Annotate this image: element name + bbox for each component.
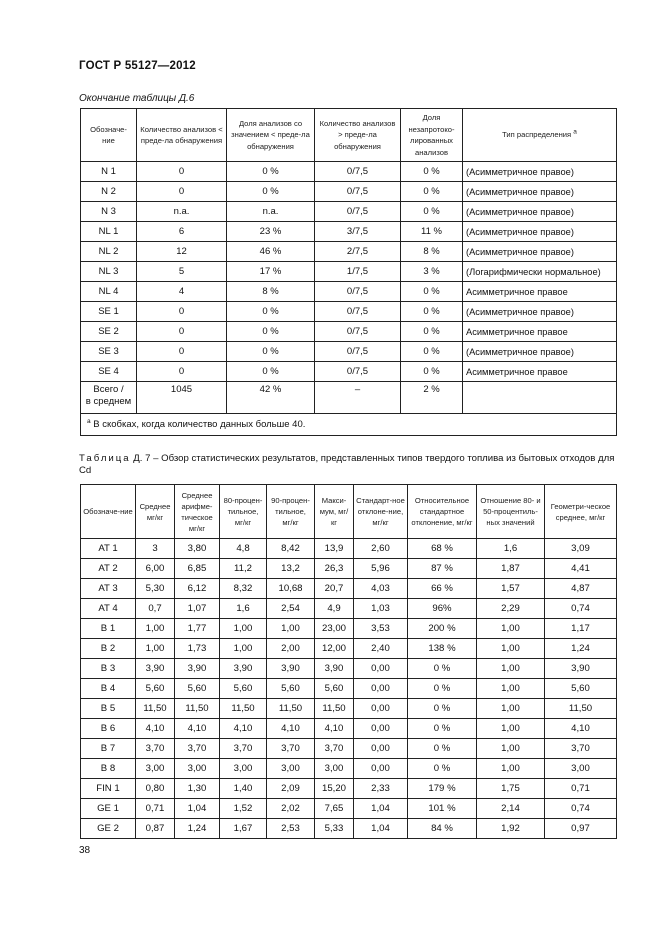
table-cell: 96% xyxy=(408,599,477,619)
table-cell: 0 % xyxy=(401,342,463,362)
table-row xyxy=(81,182,617,202)
header-text: Количество анализов > преде-ла обнаружения xyxy=(319,118,396,151)
table-cell: 0 % xyxy=(227,182,315,202)
table-row xyxy=(81,799,617,819)
table-cell: 0,00 xyxy=(354,759,408,779)
table-cell: 2,29 xyxy=(477,599,545,619)
table-cell: 1,00 xyxy=(477,699,545,719)
table-cell: 0/7,5 xyxy=(315,302,401,322)
table-cell: NL 1 xyxy=(81,222,137,242)
table-cell: 4,10 xyxy=(545,719,617,739)
table-cell: 11 % xyxy=(401,222,463,242)
total-label-line2: в среднем xyxy=(85,395,132,407)
table-cell: AT 2 xyxy=(81,559,136,579)
table-cell: 1,04 xyxy=(175,799,220,819)
table-cell: 0,00 xyxy=(354,679,408,699)
table-cell: (Асимметричное правое) xyxy=(463,342,617,362)
table-row xyxy=(81,719,617,739)
table-cell: 4,10 xyxy=(175,719,220,739)
table-cell: 2,54 xyxy=(267,599,315,619)
table-cell: 5,60 xyxy=(136,679,175,699)
table2-caption-label: Таблица xyxy=(79,453,131,464)
table-cell: 0/7,5 xyxy=(315,282,401,302)
table-cell: 6,85 xyxy=(175,559,220,579)
table2-body xyxy=(81,539,617,839)
table-cell: Асимметричное правое xyxy=(463,322,617,342)
table-cell: 3,70 xyxy=(175,739,220,759)
table-cell: 68 % xyxy=(408,539,477,559)
table-cell: 5,60 xyxy=(220,679,267,699)
table-cell: 3,80 xyxy=(175,539,220,559)
table-cell: AT 1 xyxy=(81,539,136,559)
table2-col-header: Среднее мг/кг xyxy=(136,485,175,539)
table-cell: 3,70 xyxy=(220,739,267,759)
table-cell: 5,60 xyxy=(175,679,220,699)
table-cell: 0 xyxy=(137,322,227,342)
table-cell: 0 % xyxy=(401,162,463,182)
table-row xyxy=(81,342,617,362)
table-cell: 0,74 xyxy=(545,799,617,819)
table-cell: (Асимметричное правое) xyxy=(463,202,617,222)
table-cell: 0 % xyxy=(408,659,477,679)
table-cell: 23,00 xyxy=(315,619,354,639)
table-cell: 15,20 xyxy=(315,779,354,799)
table-cell: 1/7,5 xyxy=(315,262,401,282)
table-cell: 2,33 xyxy=(354,779,408,799)
table-cell: 1,00 xyxy=(136,639,175,659)
table-cell: FIN 1 xyxy=(81,779,136,799)
table-cell: 1,17 xyxy=(545,619,617,639)
table-cell: 0,80 xyxy=(136,779,175,799)
table-cell: 179 % xyxy=(408,779,477,799)
table-cell: B 3 xyxy=(81,659,136,679)
table-cell: n.a. xyxy=(137,202,227,222)
table-cell: 4,10 xyxy=(267,719,315,739)
table-cell: 2,40 xyxy=(354,639,408,659)
table-cell: 0/7,5 xyxy=(315,362,401,382)
table-cell: NL 3 xyxy=(81,262,137,282)
table-cell: (Асимметричное правое) xyxy=(463,182,617,202)
table-cell: 4,87 xyxy=(545,579,617,599)
table-cell: 2,09 xyxy=(267,779,315,799)
table-cell: 5,60 xyxy=(267,679,315,699)
table-d6-end xyxy=(80,108,617,436)
footnote-mark: a xyxy=(87,417,91,425)
table-cell: 1,87 xyxy=(477,559,545,579)
table-cell: 0 % xyxy=(227,342,315,362)
table-cell: 1,00 xyxy=(220,639,267,659)
table2-col-header: Обозначе-ние xyxy=(81,485,136,539)
table-row xyxy=(81,282,617,302)
table-cell: 1,75 xyxy=(477,779,545,799)
table-cell: 0,87 xyxy=(136,819,175,839)
table-cell: 0,7 xyxy=(136,599,175,619)
table-cell: B 4 xyxy=(81,679,136,699)
table-cell: NL 2 xyxy=(81,242,137,262)
table-cell: GE 1 xyxy=(81,799,136,819)
table-cell: 13,2 xyxy=(267,559,315,579)
header-text: Доля анализов со значением < преде-ла обнаружения xyxy=(231,118,310,151)
table-cell: (Логарифмически нормальное) xyxy=(463,262,617,282)
table-cell: 2,00 xyxy=(267,639,315,659)
table-cell: 8 % xyxy=(401,242,463,262)
table-cell: 12 xyxy=(137,242,227,262)
table2-col-header: 90-процен-тильное, мг/кг xyxy=(267,485,315,539)
table-cell: 1,52 xyxy=(220,799,267,819)
table-cell: 13,9 xyxy=(315,539,354,559)
table-cell: 1,00 xyxy=(477,759,545,779)
table-cell: 3,70 xyxy=(267,739,315,759)
table1-col-count-below xyxy=(137,109,227,162)
table-cell: 0 xyxy=(137,342,227,362)
footnote-text: В скобках, когда количество данных больше 40. xyxy=(90,419,306,430)
table-cell: 0 xyxy=(137,302,227,322)
table-cell: 0 xyxy=(137,362,227,382)
table1-footnote xyxy=(81,414,617,436)
table-cell: N 2 xyxy=(81,182,137,202)
table-cell: 8,42 xyxy=(267,539,315,559)
table-cell: 1,57 xyxy=(477,579,545,599)
table-cell: 5 xyxy=(137,262,227,282)
table-row xyxy=(81,639,617,659)
table1-caption: Окончание таблицы Д.6 xyxy=(79,93,195,104)
table2-header-row xyxy=(81,485,617,539)
table-row xyxy=(81,362,617,382)
table-cell: 1,04 xyxy=(354,819,408,839)
table2-col-header: Макси-мум, мг/кг xyxy=(315,485,354,539)
table-row xyxy=(81,202,617,222)
table-cell: SE 3 xyxy=(81,342,137,362)
table-cell: 12,00 xyxy=(315,639,354,659)
header-text: Тип распределения xyxy=(502,130,572,140)
table-cell: 3 % xyxy=(401,262,463,282)
table-cell: B 8 xyxy=(81,759,136,779)
table-cell: 2,02 xyxy=(267,799,315,819)
table-cell: Асимметричное правое xyxy=(463,362,617,382)
table-row xyxy=(81,559,617,579)
header-text: Доля незапротоко-лированных анализов xyxy=(408,113,455,157)
table-cell: 0 % xyxy=(227,362,315,382)
table-cell: 0/7,5 xyxy=(315,182,401,202)
table-cell: 4,10 xyxy=(136,719,175,739)
table-cell: 0 % xyxy=(401,302,463,322)
table2-caption xyxy=(79,453,619,477)
table-cell: 3,00 xyxy=(267,759,315,779)
table-cell: 138 % xyxy=(408,639,477,659)
table-row xyxy=(81,759,617,779)
table-cell: 3 xyxy=(136,539,175,559)
table-row xyxy=(81,322,617,342)
table-cell: 6 xyxy=(137,222,227,242)
table-cell: 3,00 xyxy=(136,759,175,779)
table-cell: 8,32 xyxy=(220,579,267,599)
table-cell: 1,73 xyxy=(175,639,220,659)
table-cell: 0 % xyxy=(408,679,477,699)
table-cell: 2/7,5 xyxy=(315,242,401,262)
table-cell: 11,50 xyxy=(175,699,220,719)
table-cell: 0/7,5 xyxy=(315,162,401,182)
table-row xyxy=(81,739,617,759)
table-cell: 4,8 xyxy=(220,539,267,559)
table-cell: Асимметричное правое xyxy=(463,282,617,302)
table-cell: 5,60 xyxy=(545,679,617,699)
table-row xyxy=(81,679,617,699)
table-cell: 0,97 xyxy=(545,819,617,839)
table-cell: 1,92 xyxy=(477,819,545,839)
table-cell: 3,90 xyxy=(545,659,617,679)
table-cell: SE 2 xyxy=(81,322,137,342)
table-cell: 3,70 xyxy=(315,739,354,759)
table-row xyxy=(81,302,617,322)
table-row xyxy=(81,162,617,182)
table-cell: 101 % xyxy=(408,799,477,819)
table-cell: (Асимметричное правое) xyxy=(463,222,617,242)
table-cell: 4,03 xyxy=(354,579,408,599)
table-cell: GE 2 xyxy=(81,819,136,839)
table-cell: 1,00 xyxy=(477,659,545,679)
table2-caption-text: Д. 7 – Обзор статистических результатов, представленных типов твердого топлива из бытовых отходов для Cd xyxy=(79,453,615,476)
table-cell: AT 3 xyxy=(81,579,136,599)
table-cell: 1,40 xyxy=(220,779,267,799)
table-cell: (Асимметричное правое) xyxy=(463,162,617,182)
table-cell: 3,90 xyxy=(175,659,220,679)
table-cell: 3,70 xyxy=(545,739,617,759)
footnote-marker: a xyxy=(573,128,577,136)
table-cell: 0,00 xyxy=(354,719,408,739)
table-cell: 11,50 xyxy=(267,699,315,719)
table-cell: NL 4 xyxy=(81,282,137,302)
table-cell: B 2 xyxy=(81,639,136,659)
table-cell: 3,00 xyxy=(315,759,354,779)
table2-col-header: Геометри-ческое среднее, мг/кг xyxy=(545,485,617,539)
table-row xyxy=(81,659,617,679)
table-cell: 46 % xyxy=(227,242,315,262)
table-cell: 11,2 xyxy=(220,559,267,579)
total-label xyxy=(81,382,137,414)
table-cell: 4 xyxy=(137,282,227,302)
table2-col-header: 80-процен-тильное, мг/кг xyxy=(220,485,267,539)
table-cell: 5,33 xyxy=(315,819,354,839)
table1-footnote-row xyxy=(81,414,617,436)
table-cell: 1,00 xyxy=(477,679,545,699)
table-cell: N 3 xyxy=(81,202,137,222)
table-cell: 0 % xyxy=(227,322,315,342)
table-cell: 3,90 xyxy=(220,659,267,679)
table-cell: 0 xyxy=(137,162,227,182)
table-cell: 4,41 xyxy=(545,559,617,579)
table1-header-row xyxy=(81,109,617,162)
table-cell: 3/7,5 xyxy=(315,222,401,242)
table-cell: 1,6 xyxy=(220,599,267,619)
table-cell: 0 % xyxy=(401,282,463,302)
table-cell: 0 % xyxy=(401,362,463,382)
table-cell: 3,09 xyxy=(545,539,617,559)
table-d7 xyxy=(80,484,617,839)
table-cell: 10,68 xyxy=(267,579,315,599)
table-cell: 11,50 xyxy=(545,699,617,719)
table-cell: 20,7 xyxy=(315,579,354,599)
table-row xyxy=(81,579,617,599)
table-cell: 3,00 xyxy=(545,759,617,779)
table-cell: 0,00 xyxy=(354,699,408,719)
table-cell: 3,90 xyxy=(267,659,315,679)
table-cell: 0 % xyxy=(401,182,463,202)
page-number: 38 xyxy=(79,845,91,856)
table-cell: 4,9 xyxy=(315,599,354,619)
total-cell: – xyxy=(315,382,401,414)
table-cell: 2,14 xyxy=(477,799,545,819)
table-cell: 0,00 xyxy=(354,739,408,759)
table-cell: 0 % xyxy=(227,302,315,322)
table-cell: 4,10 xyxy=(220,719,267,739)
table-cell: 0,00 xyxy=(354,659,408,679)
table-row xyxy=(81,599,617,619)
table2-col-header: Отношение 80- и 50-процентиль-ных значений xyxy=(477,485,545,539)
table-row xyxy=(81,819,617,839)
table-cell: 3,90 xyxy=(315,659,354,679)
table-cell: (Асимметричное правое) xyxy=(463,242,617,262)
table-cell: 1,00 xyxy=(477,639,545,659)
table-cell: 3,90 xyxy=(136,659,175,679)
table-cell: 6,00 xyxy=(136,559,175,579)
table-cell: 0,71 xyxy=(136,799,175,819)
table-cell: N 1 xyxy=(81,162,137,182)
table-cell: 1,67 xyxy=(220,819,267,839)
table-cell: 0/7,5 xyxy=(315,322,401,342)
header-text: Обозначе- ние xyxy=(90,124,127,145)
table1-body xyxy=(81,162,617,436)
table-cell: SE 4 xyxy=(81,362,137,382)
table-cell: 0 % xyxy=(401,202,463,222)
table-cell: 2,60 xyxy=(354,539,408,559)
table-cell: 5,30 xyxy=(136,579,175,599)
total-cell: 1045 xyxy=(137,382,227,414)
table-cell: 200 % xyxy=(408,619,477,639)
table-cell: 7,65 xyxy=(315,799,354,819)
table-cell: 3,70 xyxy=(136,739,175,759)
table-cell: 1,03 xyxy=(354,599,408,619)
table-cell: 1,07 xyxy=(175,599,220,619)
table-cell: B 7 xyxy=(81,739,136,759)
table-row xyxy=(81,242,617,262)
table-cell: B 6 xyxy=(81,719,136,739)
table-cell: 17 % xyxy=(227,262,315,282)
table-cell: 0,74 xyxy=(545,599,617,619)
table1-total-row xyxy=(81,382,617,414)
table-cell: 3,00 xyxy=(220,759,267,779)
table-cell: 87 % xyxy=(408,559,477,579)
table-cell: 3,53 xyxy=(354,619,408,639)
table1-col-count-above xyxy=(315,109,401,162)
table-cell: B 1 xyxy=(81,619,136,639)
table-cell: (Асимметричное правое) xyxy=(463,302,617,322)
table1-col-share-unreported xyxy=(401,109,463,162)
table-cell: 0 % xyxy=(408,719,477,739)
table-row xyxy=(81,619,617,639)
table-cell: 2,53 xyxy=(267,819,315,839)
table-cell: B 5 xyxy=(81,699,136,719)
table-row xyxy=(81,539,617,559)
table-cell: n.a. xyxy=(227,202,315,222)
table-cell: 1,77 xyxy=(175,619,220,639)
table-cell: 1,6 xyxy=(477,539,545,559)
table-cell: 11,50 xyxy=(220,699,267,719)
table2-col-header: Стандарт-ное отклоне-ние, мг/кг xyxy=(354,485,408,539)
table-row xyxy=(81,779,617,799)
table-cell: 0 xyxy=(137,182,227,202)
table-row xyxy=(81,699,617,719)
table-cell: 0/7,5 xyxy=(315,342,401,362)
table-cell: 1,24 xyxy=(545,639,617,659)
table-row xyxy=(81,222,617,242)
table-cell: 8 % xyxy=(227,282,315,302)
table-cell: 1,00 xyxy=(477,719,545,739)
table-cell: 1,00 xyxy=(267,619,315,639)
table-cell: 3,00 xyxy=(175,759,220,779)
table2-col-header: Относительное стандартное отклонение, мг/кг xyxy=(408,485,477,539)
total-cell: 2 % xyxy=(401,382,463,414)
table-cell: 5,60 xyxy=(315,679,354,699)
table-cell: 1,30 xyxy=(175,779,220,799)
table-cell: 0 % xyxy=(401,322,463,342)
table-cell: 0 % xyxy=(408,759,477,779)
table-cell: 66 % xyxy=(408,579,477,599)
table-cell: 4,10 xyxy=(315,719,354,739)
table-cell: 26,3 xyxy=(315,559,354,579)
table-row xyxy=(81,262,617,282)
document-header: ГОСТ Р 55127—2012 xyxy=(79,60,196,72)
table-cell: 1,00 xyxy=(136,619,175,639)
header-text: Количество анализов < преде-ла обнаружения xyxy=(140,124,223,145)
total-cell: 42 % xyxy=(227,382,315,414)
total-label-line1: Всего / xyxy=(93,384,124,395)
table-cell: 1,00 xyxy=(477,739,545,759)
table-cell: 1,04 xyxy=(354,799,408,819)
table-cell: 84 % xyxy=(408,819,477,839)
table-cell: SE 1 xyxy=(81,302,137,322)
table-cell: 0 % xyxy=(408,699,477,719)
table-cell: 0,71 xyxy=(545,779,617,799)
table-cell: 1,24 xyxy=(175,819,220,839)
table-cell: 5,96 xyxy=(354,559,408,579)
table1-col-share-below xyxy=(227,109,315,162)
table-cell: 0/7,5 xyxy=(315,202,401,222)
table2-col-header: Среднее арифме-тическое мг/кг xyxy=(175,485,220,539)
table-cell: 11,50 xyxy=(315,699,354,719)
table1-col-distribution xyxy=(463,109,617,162)
table-cell: 1,00 xyxy=(477,619,545,639)
table-cell: 23 % xyxy=(227,222,315,242)
table-cell: 6,12 xyxy=(175,579,220,599)
table-cell: AT 4 xyxy=(81,599,136,619)
total-cell xyxy=(463,382,617,414)
table-cell: 0 % xyxy=(227,162,315,182)
table-cell: 11,50 xyxy=(136,699,175,719)
table-cell: 1,00 xyxy=(220,619,267,639)
table1-col-designation xyxy=(81,109,137,162)
table-cell: 0 % xyxy=(408,739,477,759)
